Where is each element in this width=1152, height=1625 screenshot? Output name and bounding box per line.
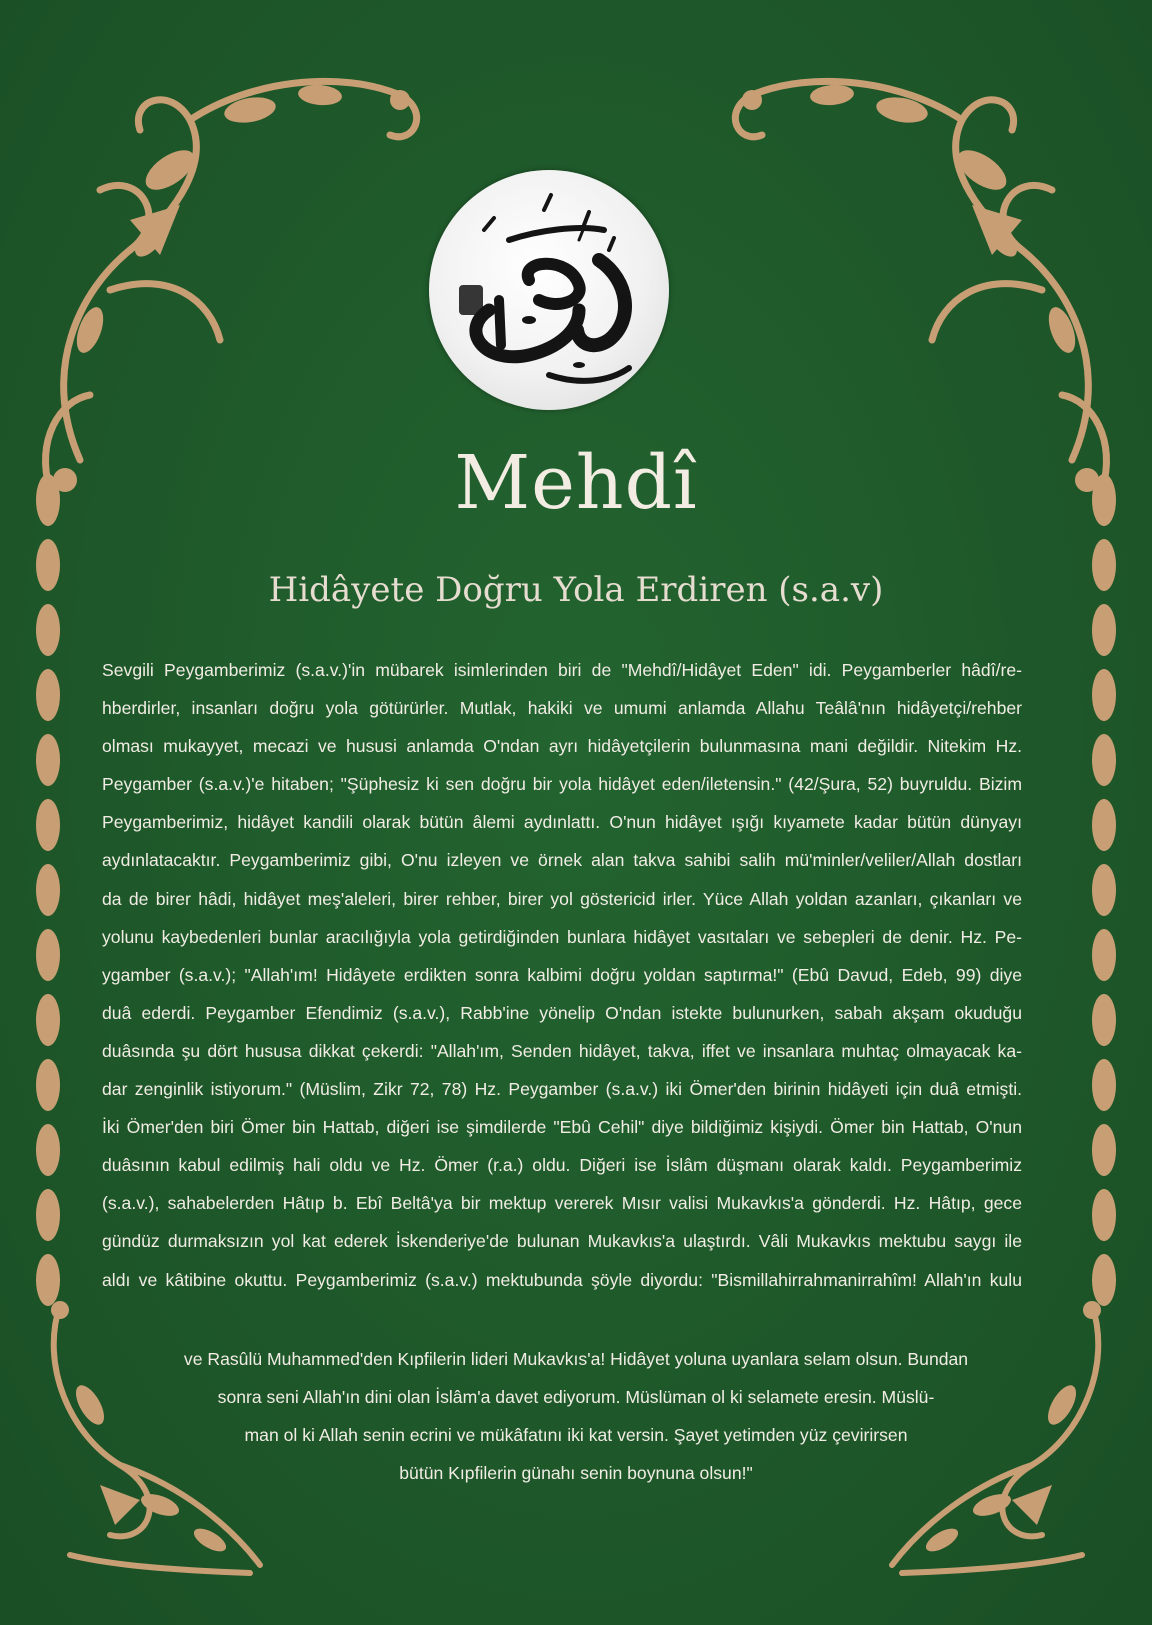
closing-line: bütün Kıpfilerin günahı senin boynuna olsun!" [399,1463,753,1484]
body-line: aydınlatacaktır. Peygamberimiz gibi, O'nu izleyen ve örnek alan takva sahibi salih mü'minler/veliler/Allah dostları [102,850,1022,871]
body-line: Peygamber (s.a.v.)'e hitaben; "Şüphesiz ki sen doğru bir yola hidâyet eden/iletensin." (42/Şura, 52) buyruldu. Bizim [102,774,1022,795]
page-subtitle: Hidâyete Doğru Yola Erdiren (s.a.v) [268,570,884,610]
body-line: İki Ömer'den biri Ömer bin Hattab, diğeri ise şimdilerde "Ebû Cehil" diye bildiğimiz kişiydi. Ömer bin Hattab, O'nun [102,1117,1022,1138]
closing-line: ve Rasûlü Muhammed'den Kıpfilerin lideri Mukavkıs'a! Hidâyet yoluna uyanlara selam olsun. Bundan [183,1349,969,1369]
body-line: aldı ve kâtibine okuttu. Peygamberimiz (s.a.v.) mektubunda şöyle diyordu: "Bismillahirrahmanirrahîm! Allah'ın kulu [102,1269,1022,1290]
body-line: dar zenginlik istiyorum." (Müslim, Zikr 72, 78) Hz. Peygamber (s.a.v.) iki Ömer'den birinin hidâyeti için duâ etmişti. [102,1079,1022,1100]
body-line: gündüz durmaksızın yol kat ederek İskenderiye'de bulunan Mukavkıs'a ulaştırdı. Vâli Mukavkıs mektubu saygı ile [102,1231,1022,1252]
body-line: duâ ederdi. Peygamber Efendimiz (s.a.v.), Rabb'ine yönelip O'ndan istekte bulunurken, sabah akşam okuduğu [102,1002,1022,1023]
closing-line: man ol ki Allah senin ecrini ve mükâfatını iki kat versin. Şayet yetimden yüz çevirirsen [244,1425,908,1446]
body-line: duâsının kabul edilmiş hali oldu ve Hz. Ömer (r.a.) oldu. Diğeri ise İslâm düşmanı olarak kaldı. Peygamberimiz [102,1155,1022,1176]
page-title: Mehdî [454,440,698,526]
body-line: yolunu kaybedenleri bunlar aracılığıyla yola getirdiğinden bunlara hidâyet vasıtaları ve sebepleri de denir. Hz. Pe- [102,926,1022,947]
body-line: (s.a.v.), sahabelerden Hâtıp b. Ebî Beltâ'ya bir mektup vererek Mısır valisi Mukavkıs'a gönderdi. Hz. Hâtıp, gece [102,1193,1022,1214]
body-line: Peygamberimiz, hidâyet kandili olarak bütün âlemi aydınlattı. O'nun hidâyet ışığı kıyamete kadar bütün dünyayı [102,812,1022,833]
body-line: da de birer hâdi, hidâyet meş'aleleri, birer rehber, birer yol göstericid irler. Yüce Allah yoldan azanları, çıkanları ve [102,888,1022,909]
body-paragraph [102,651,1022,1299]
body-line: olması mukayyet, mecazi ve hususi anlamda O'ndan ayrı hidâyetçilerin bulunmasına mani değildir. Nitekim Hz. [102,736,1022,757]
body-line: Sevgili Peygamberimiz (s.a.v.)'in mübarek isimlerinden biri de "Mehdî/Hidâyet Eden" idi. Peygamberler hâdî/re- [102,660,1022,680]
calligraphy-medallion-icon [429,170,669,410]
closing-paragraph [0,1340,1152,1492]
body-line: hberdirler, insanları doğru yola götürürler. Mutlak, hakiki ve umumi anlamda Allahu Teâlâ'nın hidâyetçi/rehber [102,698,1022,719]
calligraphy-medallion [429,170,669,410]
closing-line: sonra seni Allah'ın dini olan İslâm'a davet ediyorum. Müslüman ol ki selamete eresin. Müslü- [217,1387,935,1408]
body-line: ygamber (s.a.v.); "Allah'ım! Hidâyete erdikten sonra kalbimi doğru yoldan saptırma!" (Ebû Davud, Edeb, 99) diye [102,964,1022,985]
body-line: duâsında şu dört hususa dikkat çekerdi: "Allah'ım, Senden hidâyet, takva, iffet ve insanlara muhtaç olmayacak ka- [102,1040,1022,1061]
